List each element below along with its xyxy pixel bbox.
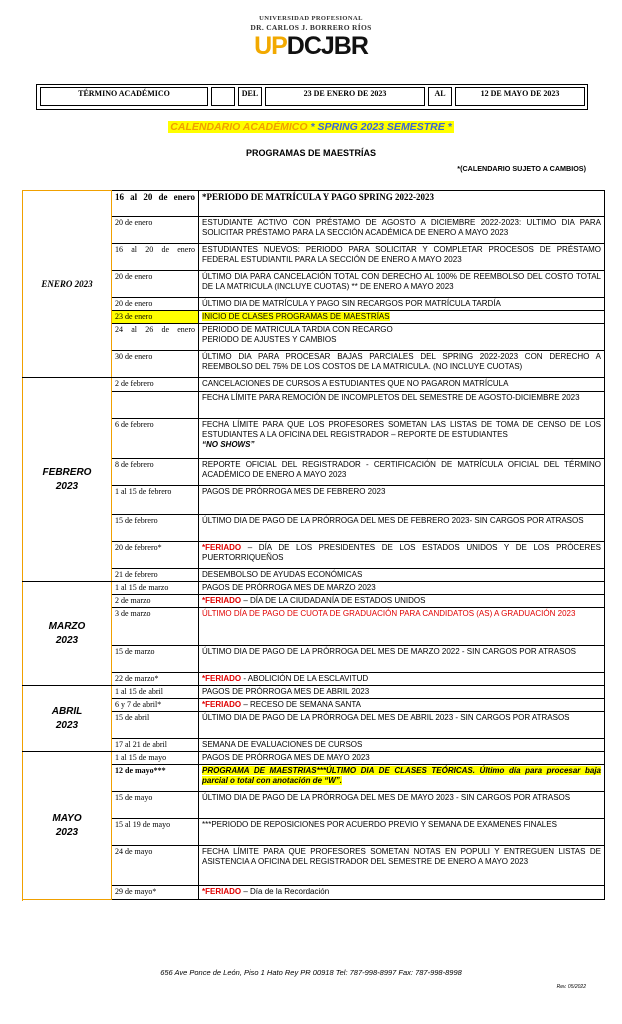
term-al-label: AL: [434, 89, 446, 98]
date-cell: 30 de enero: [112, 351, 199, 378]
calendar-title: [0, 121, 622, 133]
academic-calendar-table: [22, 190, 605, 900]
term-start-date: 23 DE ENERO DE 2023: [303, 89, 387, 98]
event-cell: ÚLTIMO DIA PARA CANCELACIÓN TOTAL CON DERECHO AL 100% DE REEMBOLSO DEL COSTO TOTAL DE LA MATRICULA (INCLUYE CUOTAS) ** DE ENERO A MAYO 2023: [199, 271, 605, 298]
feriado-label: *FERIADO: [202, 700, 242, 709]
table-row: [23, 191, 605, 217]
event-text: INICIO DE CLASES PROGRAMAS DE MAESTRÍAS: [202, 312, 390, 321]
date-cell: 20 de enero: [112, 271, 199, 298]
event-cell: ESTUDIANTE ACTIVO CON PRÉSTAMO DE AGOSTO A DICIEMBRE 2022-2023: ULTIMO DIA PARA SOLICITAR PRÉSTAMO PARA LA SECCIÓN ACADÉMICA DE ENERO A MAYO 2023: [199, 217, 605, 244]
programs-heading: PROGRAMAS DE MAESTRÍAS: [245, 148, 376, 158]
logo-wordmark: [0, 33, 622, 59]
revision-note: Rev. 05/2022: [556, 984, 586, 990]
date-cell: 2 de febrero: [112, 378, 199, 392]
event-text: – Día de la Recordación: [241, 887, 330, 896]
date-cell: 21 de febrero: [112, 569, 199, 582]
term-label: TÉRMINO ACADÉMICO: [78, 89, 170, 98]
month-cell-abril: [23, 686, 112, 752]
table-row: [23, 378, 605, 392]
event-cell: [199, 673, 605, 686]
month-year: 2023: [55, 719, 79, 731]
event-cell: SEMANA DE EVALUACIONES DE CURSOS: [199, 739, 605, 752]
date-cell: 15 de marzo: [112, 646, 199, 673]
university-name-line1: UNIVERSIDAD PROFESIONAL: [259, 15, 363, 22]
month-year: 2023: [55, 634, 79, 646]
term-al-cell: [428, 87, 452, 106]
date-cell: 15 de mayo: [112, 792, 199, 819]
month-cell-enero: [23, 191, 112, 378]
date-cell: 8 de febrero: [112, 459, 199, 486]
date-cell: 22 de marzo*: [112, 673, 199, 686]
calendar-title-part2: * SPRING 2023 SEMESTRE *: [307, 121, 452, 133]
academic-term-bar: [36, 84, 588, 110]
event-text: FECHA LÍMITE PARA QUE LOS PROFESORES SOMETAN LAS LISTAS DE TOMA DE CENSO DE LOS ESTUDIANTES A LA OFICINA DEL REGISTRADOR – REPORTE DE ESTUDIANTES: [202, 420, 601, 439]
event-cell: [199, 765, 605, 792]
date-cell: 1 al 15 de febrero: [112, 486, 199, 515]
logo-prefix: UP: [254, 32, 287, 60]
date-cell: 15 al 19 de mayo: [112, 819, 199, 846]
event-text-2: PERIODO DE AJUSTES Y CAMBIOS: [202, 335, 337, 344]
feriado-label: *FERIADO: [202, 674, 242, 683]
date-cell: 20 de enero: [112, 298, 199, 311]
month-year: 2023: [55, 480, 79, 492]
event-cell: ÚLTIMO DIA DE MATRÍCULA Y PAGO SIN RECARGOS POR MATRÍCULA TARDÍA: [199, 298, 605, 311]
date-cell: 20 de febrero*: [112, 542, 199, 569]
event-cell: FECHA LÍMITE PARA REMOCIÓN DE INCOMPLETOS DEL SEMESTRE DE AGOSTO-DICIEMBRE 2023: [199, 392, 605, 419]
subject-to-change-note: *(CALENDARIO SUJETO A CAMBIOS): [457, 164, 586, 173]
month-label: ABRIL: [51, 705, 83, 717]
event-cell: ÚLTIMO DIA DE PAGO DE LA PRÓRROGA DEL MES DE ABRIL 2023 - SIN CARGOS POR ATRASOS: [199, 712, 605, 739]
event-cell: [199, 699, 605, 712]
month-label: ENERO 2023: [41, 279, 93, 289]
date-cell: 24 de mayo: [112, 846, 199, 886]
logo-rest: DCJBR: [286, 32, 368, 60]
month-label: MARZO: [48, 620, 86, 632]
month-cell-marzo: [23, 582, 112, 686]
term-start-cell: [265, 87, 425, 106]
date-cell: 1 al 15 de mayo: [112, 752, 199, 765]
date-cell: 1 al 15 de marzo: [112, 582, 199, 595]
date-cell: 23 de enero: [112, 311, 199, 324]
date-cell: 24 al 26 de enero: [112, 324, 199, 351]
term-end-cell: [455, 87, 585, 106]
month-cell-febrero: [23, 378, 112, 582]
date-cell: 2 de marzo: [112, 595, 199, 608]
event-cell: PAGOS DE PRÓRROGA MES DE MARZO 2023: [199, 582, 605, 595]
feriado-label: *FERIADO: [202, 596, 242, 605]
month-label: MAYO: [52, 812, 82, 824]
event-cell: [199, 419, 605, 459]
event-cell: [199, 542, 605, 569]
event-text: – RECESO DE SEMANA SANTA: [241, 700, 362, 709]
table-row: [23, 752, 605, 765]
date-cell: 6 de febrero: [112, 419, 199, 459]
event-cell: ÚLTIMO DIA DE PAGO DE LA PRÓRROGA DEL MES DE MARZO 2022 - SIN CARGOS POR ATRASOS: [199, 646, 605, 673]
date-cell: 20 de enero: [112, 217, 199, 244]
table-row: [23, 582, 605, 595]
event-cell: ÚLTIMO DIA DE PAGO DE LA PRÓRROGA DEL MES DE FEBRERO 2023- SIN CARGOS POR ATRASOS: [199, 515, 605, 542]
event-cell: FECHA LÍMITE PARA QUE PROFESORES SOMETAN NOTAS EN POPULI Y ENTREGUEN LISTAS DE ASISTENCIA A OFICINA DEL REGISTRADOR DEL SEMESTRE DE ENERO A MAYO 2023: [199, 846, 605, 886]
event-cell: REPORTE OFICIAL DEL REGISTRADOR - CERTIFICACIÓN DE MATRÍCULA OFICIAL DEL TÉRMINO ACADÉMICO DE ENERO A MAYO 2023: [199, 459, 605, 486]
date-cell: 17 al 21 de abril: [112, 739, 199, 752]
event-cell: ÚLTIMO DIA DE PAGO DE LA PRÓRROGA DEL MES DE MAYO 2023 - SIN CARGOS POR ATRASOS: [199, 792, 605, 819]
term-blank-cell-1: [211, 87, 235, 106]
event-text: – DÍA DE LA CIUDADANÍA DE ESTADOS UNIDOS: [241, 596, 426, 605]
event-text: - ABOLICIÓN DE LA ESCLAVITUD: [241, 674, 369, 683]
event-text-2: “NO SHOWS”: [202, 440, 255, 449]
date-cell: 29 de mayo*: [112, 886, 199, 900]
date-cell: 3 de marzo: [112, 608, 199, 646]
date-cell: 15 de abril: [112, 712, 199, 739]
calendar-title-part1: CALENDARIO ACADÉMICO: [170, 121, 308, 133]
date-cell: 6 y 7 de abril*: [112, 699, 199, 712]
feriado-label: *FERIADO: [202, 887, 242, 896]
event-cell: ÚLTIMO DIA PARA PROCESAR BAJAS PARCIALES DEL SPRING 2022-2023 CON DERECHO A REEMBOLSO DEL 75% DE LOS COSTOS DE LA MATRICULA. (NO INCLUYE CUOTAS): [199, 351, 605, 378]
date-cell: [112, 392, 199, 419]
event-text: – DÍA DE LOS PRESIDENTES DE LOS ESTADOS UNIDOS Y DE LOS PRÓCERES PUERTORRIQUEÑOS: [202, 543, 601, 562]
term-end-date: 12 DE MAYO DE 2023: [480, 89, 560, 98]
date-cell: 12 de mayo***: [112, 765, 199, 792]
date-cell: 1 al 15 de abril: [112, 686, 199, 699]
event-cell: [199, 311, 605, 324]
table-row: [23, 686, 605, 699]
date-cell: 16 al 20 de enero: [112, 244, 199, 271]
date-cell: 15 de febrero: [112, 515, 199, 542]
event-cell: [199, 324, 605, 351]
month-year: 2023: [55, 826, 79, 838]
feriado-label: *FERIADO: [202, 543, 242, 552]
footer-address: 656 Ave Ponce de León, Piso 1 Hato Rey PR 00918 Tel: 787-998-8997 Fax: 787-998-8998: [160, 968, 462, 977]
event-cell: PAGOS DE PRÓRROGA MES DE FEBRERO 2023: [199, 486, 605, 515]
event-cell: ESTUDIANTES NUEVOS: PERIODO PARA SOLICITAR Y COMPLETAR PROCESOS DE PRÉSTAMO FEDERAL ESTUDIANTIL PARA LA SECCIÓN DE ENERO A MAYO 2023: [199, 244, 605, 271]
event-cell: ÚLTIMO DÍA DE PAGO DE CUOTA DE GRADUACIÓN PARA CANDIDATOS (AS) A GRADUACIÓN 2023: [199, 608, 605, 646]
month-label: FEBRERO: [42, 466, 92, 478]
event-cell: [199, 886, 605, 900]
event-cell: DESEMBOLSO DE AYUDAS ECONÓMICAS: [199, 569, 605, 582]
term-del-label: DEL: [241, 89, 259, 98]
event-text: PROGRAMA DE MAESTRIAS***ÚLTIMO DIA DE CLASES TEÓRICAS. Último día para procesar baja parcial o total con anotación de “W”.: [202, 766, 601, 785]
event-text: PERIODO DE MATRICULA TARDIA CON RECARGO: [202, 325, 393, 334]
event-cell: CANCELACIONES DE CURSOS A ESTUDIANTES QUE NO PAGARON MATRÍCULA: [199, 378, 605, 392]
event-cell: *PERIODO DE MATRÍCULA Y PAGO SPRING 2022-2023: [199, 191, 605, 217]
event-cell: PAGOS DE PRÓRROGA MES DE MAYO 2023: [199, 752, 605, 765]
term-del-cell: [238, 87, 262, 106]
event-cell: ***PERIODO DE REPOSICIONES POR ACUERDO PREVIO Y SEMANA DE EXAMENES FINALES: [199, 819, 605, 846]
month-cell-mayo: [23, 752, 112, 900]
date-cell: 16 al 20 de enero: [112, 191, 199, 217]
term-label-cell: [40, 87, 208, 106]
event-cell: [199, 595, 605, 608]
university-logo: [0, 14, 622, 59]
university-name-line2: DR. CARLOS J. BORRERO RÍOS: [250, 23, 372, 32]
event-cell: PAGOS DE PRÓRROGA MES DE ABRIL 2023: [199, 686, 605, 699]
